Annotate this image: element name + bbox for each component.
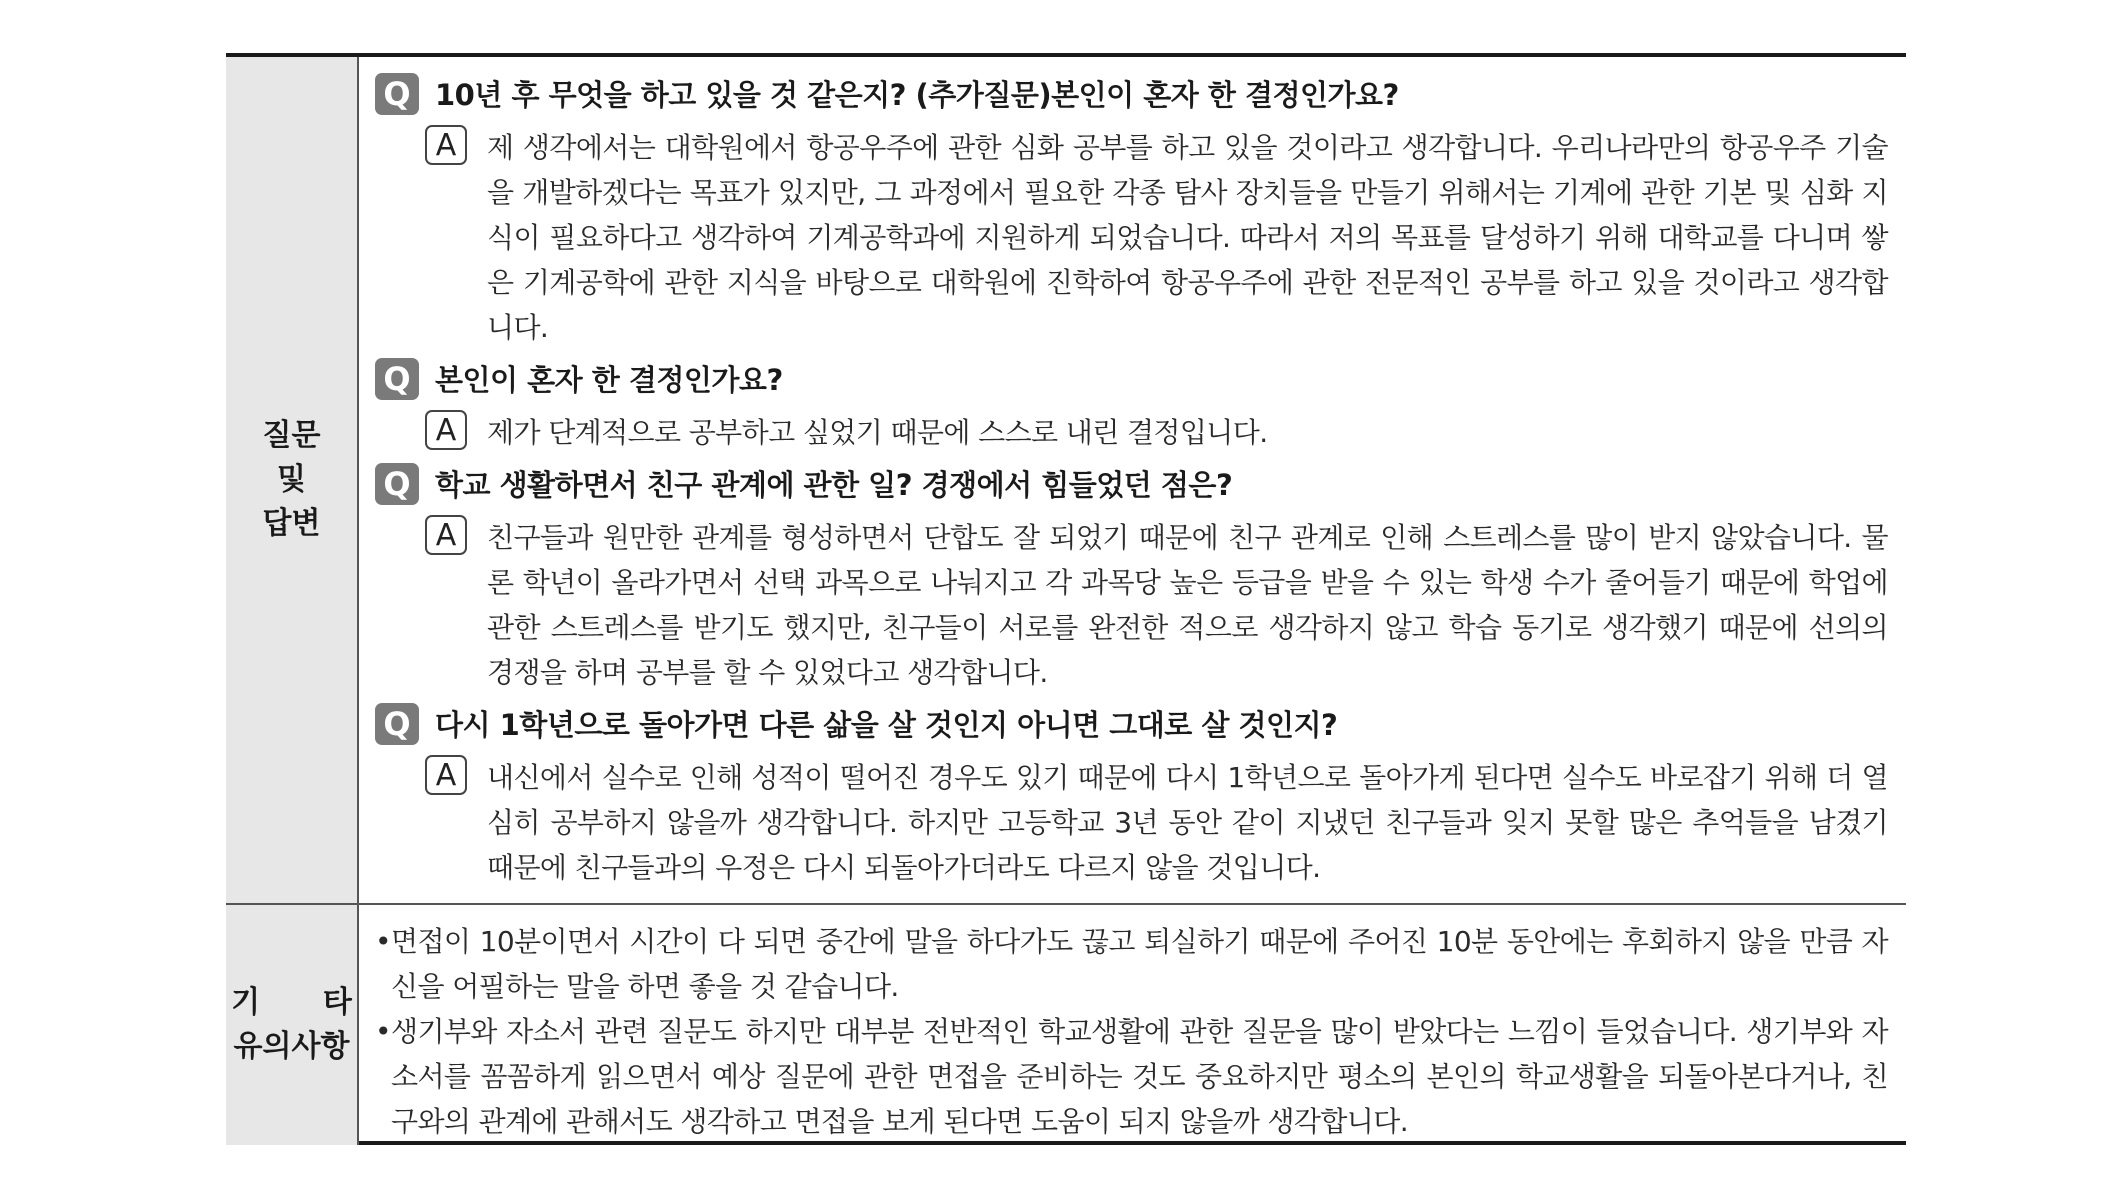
a-icon: A [425,515,467,555]
note-item [375,1009,1888,1144]
q-icon: Q [375,358,419,400]
a-icon: A [425,755,467,795]
qa-item [375,463,1888,695]
label-etc-line-2: 유의사항 [233,1029,350,1064]
question-line [375,358,1888,402]
row-label-qa [226,57,359,903]
question-text: 다시 1학년으로 돌아가면 다른 삶을 살 것인지 아니면 그대로 살 것인지? [435,708,1338,742]
label-etc-line-1: 기 타 [231,985,352,1020]
row-label-etc [226,905,359,1145]
question-text: 10년 후 무엇을 하고 있을 것 같은지? (추가질문)본인이 혼자 한 결정인가요? [435,78,1399,112]
label-qa-line-3: 답변 [262,506,321,541]
answer-line [425,125,1888,350]
qa-item [375,73,1888,350]
question-line [375,703,1888,747]
notes-content [359,905,1906,1145]
question-line [375,463,1888,507]
answer-text: 제가 단계적으로 공부하고 싶었기 때문에 스스로 내린 결정입니다. [487,416,1268,449]
answer-text: 내신에서 실수로 인해 성적이 떨어진 경우도 있기 때문에 다시 1학년으로 돌아가게 된다면 실수도 바로잡기 위해 더 열심히 공부하지 않을까 생각합니다. 하지만 고등학교 3년 동안 같이 지냈던 친구들과 잊지 못할 많은 추억들을 남겼기 때문에 친구들과의 우정은 다시 되돌아가더라도 다르지 않을 것입니다. [487,761,1888,884]
question-text: 본인이 혼자 한 결정인가요? [435,363,783,397]
a-icon: A [425,125,467,165]
answer-text: 제 생각에서는 대학원에서 항공우주에 관한 심화 공부를 하고 있을 것이라고 생각합니다. 우리나라만의 항공우주 기술을 개발하겠다는 목표가 있지만, 그 과정에서 필요한 각종 탐사 장치들을 만들기 위해서는 기계에 관한 기본 및 심화 지식이 필요하다고 생각하여 기계공학과에 지원하게 되었습니다. 따라서 저의 목표를 달성하기 위해 대학교를 다니며 쌓은 기계공학에 관한 지식을 바탕으로 대학원에 진학하여 항공우주에 관한 전문적인 공부를 하고 있을 것이라고 생각합니다. [487,131,1888,344]
question-text: 학교 생활하면서 친구 관계에 관한 일? 경쟁에서 힘들었던 점은? [435,468,1233,502]
label-qa-line-1: 질문 [262,418,321,453]
q-icon: Q [375,73,419,115]
question-line [375,73,1888,117]
interview-table [226,53,1906,1145]
qa-item [375,358,1888,455]
q-icon: Q [375,463,419,505]
answer-line [425,410,1888,455]
note-item [375,919,1888,1009]
answer-line [425,515,1888,695]
qa-item [375,703,1888,890]
note-text: 생기부와 자소서 관련 질문도 하지만 대부분 전반적인 학교생활에 관한 질문을 많이 받았다는 느낌이 들었습니다. 생기부와 자소서를 꼼꼼하게 읽으면서 예상 질문에 관한 면접을 준비하는 것도 중요하지만 평소의 본인의 학교생활을 되돌아본다거나, 친구와의 관계에 관해서도 생각하고 면접을 보게 된다면 도움이 되지 않을까 생각합니다. [391,1015,1888,1138]
bullet-icon: • [375,1015,391,1048]
answer-text: 친구들과 원만한 관계를 형성하면서 단합도 잘 되었기 때문에 친구 관계로 인해 스트레스를 많이 받지 않았습니다. 물론 학년이 올라가면서 선택 과목으로 나눠지고 각 과목당 높은 등급을 받을 수 있는 학생 수가 줄어들기 때문에 학업에 관한 스트레스를 받기도 했지만, 친구들이 서로를 완전한 적으로 생각하지 않고 학습 동기로 생각했기 때문에 선의의 경쟁을 하며 공부를 할 수 있었다고 생각합니다. [487,521,1888,689]
answer-line [425,755,1888,890]
q-icon: Q [375,703,419,745]
a-icon: A [425,410,467,450]
bullet-icon: • [375,925,391,958]
label-qa-line-2: 및 [277,462,306,497]
qa-content [359,57,1906,903]
note-text: 면접이 10분이면서 시간이 다 되면 중간에 말을 하다가도 끊고 퇴실하기 때문에 주어진 10분 동안에는 후회하지 않을 만큼 자신을 어필하는 말을 하면 좋을 것 같습니다. [391,925,1888,1003]
